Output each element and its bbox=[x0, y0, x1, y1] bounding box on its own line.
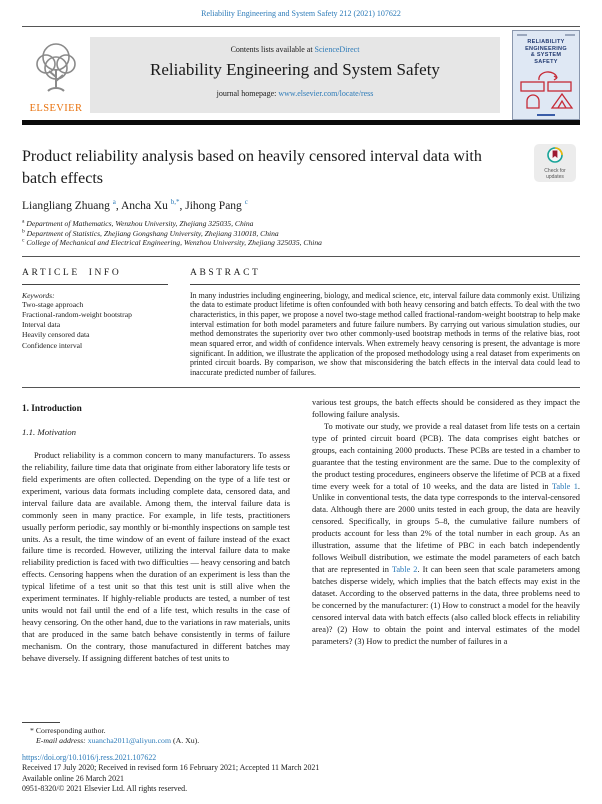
journal-masthead bbox=[90, 37, 500, 113]
keywords-label: Keywords: bbox=[22, 290, 55, 300]
journal-citation: Reliability Engineering and System Safety 212 (2021) 107622 bbox=[201, 9, 401, 18]
cover-footer-mark bbox=[537, 114, 555, 116]
section-heading: 1.1. Motivation bbox=[22, 426, 76, 437]
abstract-heading: ABSTRACT bbox=[190, 267, 261, 278]
affiliation-divider bbox=[22, 256, 580, 257]
affiliation: $^a$ Department of Mathematics, Wenzhou University, Zhejiang 325035, China bbox=[22, 218, 254, 228]
abstract-divider bbox=[22, 387, 580, 388]
keyword: Interval data bbox=[22, 320, 61, 330]
cover-artwork-icon bbox=[517, 68, 575, 112]
keyword: Confidence interval bbox=[22, 340, 83, 350]
corresponding-author-footnote bbox=[22, 726, 580, 746]
received-line: Received 17 July 2020; Received in revised form 16 February 2021; Accepted 11 March 2021 bbox=[22, 763, 320, 773]
column-gap bbox=[290, 397, 312, 665]
footnote-rule bbox=[22, 722, 60, 723]
keywords-list bbox=[22, 300, 168, 351]
section-heading: 1. Introduction bbox=[22, 403, 82, 414]
body-paragraph: To motivate our study, we provide a real dataset from life tests on a certain type of printed circuit board (PCB). The data comprises eight batches or groups, each containing 2000 products. These PCBs are tested in a chamber to guarantee that the testing environment are the same. Due to the complexity of the product testing procedures, engineers observe the lifetime of PCB at a fixed time every week for a total of 10 weeks, and the data are listed in Table 1. Unlike in conventional tests, the data type corresponds to the interval-censored data. Although there are 2000 units tested in each group, the data are heavily censored. Specifically, in groups 5–8, the cumulative failure numbers of products account for less than 2% of the total number in each group. As an illustration, assume that the lifetime of PBC in each batch independently follows Weibull distribution, we estimate the model parameters of each batch that are represented in Table 2. It can been seen that scale parameters among batches disperse widely, which implies that the batch effects may exist in the dataset. According to the observed patterns in the data, three problems need to be concerned by the manufacturer: (1) How to construct a model for the heavily censored interval data with batch effects (also called block effects in reliability area)? (2) How to obtain the point and interval estimates of the model parameters? (3) How to predict the number of failures in a bbox=[312, 421, 580, 646]
article-info-heading: ARTICLE INFO bbox=[22, 267, 122, 278]
body-paragraph: Product reliability is a common concern to many manufacturers. To assess the reliability, failure time data that originate from either laboratory life tests or field experiments are often collected. Depending on the type of a life test or experiment, various data formats including complete data, censored data, and interval failure data are available. Among them, the interval failure data is commonly seen in many practice. For example, in life tests, practitioners usually perform periodic, say monthly or bi-monthly inspections on sample test units. As a result, the time window of an event of failure instead of the exact failure time is recorded. However, utilizing the interval failure data to make reliability prediction is faced with two difficulties — heavy censoring and batch effects. Censoring happens when the duration of an experiment is less than the typical lifetime of a test unit so that this test unit is still alive when the experiment terminates. If highly-reliable products are tested, a number of test units would not fail until the end of a life test, which results in the case of heavy censoring. On the other hand, due to the variations in raw materials, units that are produced in the same batch behave consistently in terms of failure mechanism. On the contrary, those manufactured in different batches may behave diversely. If assigning different batches of test units to bbox=[22, 450, 290, 664]
elsevier-logo[interactable] bbox=[22, 37, 90, 114]
journal-homepage-link[interactable]: www.elsevier.com/locate/ress bbox=[278, 89, 374, 98]
journal-cover-thumbnail[interactable] bbox=[512, 30, 580, 120]
author-name: Liangliang Zhuang $^a$ bbox=[22, 198, 116, 212]
keyword: Heavily censored data bbox=[22, 330, 90, 340]
table-reference-link[interactable]: Table 2 bbox=[391, 565, 418, 575]
article-info-rule bbox=[22, 284, 168, 285]
crossmark-icon bbox=[547, 147, 563, 163]
author-superscript: b,* bbox=[170, 198, 180, 207]
abstract-column bbox=[190, 268, 580, 378]
article-body bbox=[22, 397, 580, 665]
affiliation-list bbox=[22, 219, 580, 248]
contents-line: Contents lists available at ScienceDirect bbox=[230, 45, 360, 54]
cover-ticks bbox=[513, 34, 579, 36]
affiliation: $^c$ College of Mechanical and Electrical Engineering, Wenzhou University, Zhejiang 325035, China bbox=[22, 237, 322, 247]
sciencedirect-link[interactable]: ScienceDirect bbox=[314, 45, 360, 54]
journal-header bbox=[22, 37, 580, 114]
available-online-line: Available online 26 March 2021 bbox=[22, 773, 124, 783]
body-left-column bbox=[22, 397, 290, 665]
abstract-rule bbox=[190, 284, 580, 285]
email-link[interactable]: xuancha2011@aliyun.com bbox=[85, 736, 172, 745]
affiliation: $^b$ Department of Statistics, Zhejiang Gongshang University, Zhejiang 310018, China bbox=[22, 227, 279, 238]
article-info-column bbox=[22, 268, 168, 378]
journal-title: Reliability Engineering and System Safety bbox=[150, 60, 440, 79]
check-for-updates-badge[interactable] bbox=[534, 144, 576, 182]
elsevier-logo-text: ELSEVIER bbox=[29, 103, 83, 114]
author-list: Liangliang Zhuang $^a$, Ancha Xu $^{b,*}$, Jihong Pang $^c$ bbox=[22, 198, 248, 212]
top-divider bbox=[22, 26, 580, 27]
footer-block bbox=[22, 753, 580, 794]
author-superscript: a bbox=[112, 198, 116, 207]
keyword: Two-stage approach bbox=[22, 299, 84, 309]
author-superscript: c bbox=[244, 198, 248, 207]
elsevier-tree-icon bbox=[28, 39, 84, 97]
header-black-bar bbox=[22, 120, 580, 125]
copyright-line: 0951-8320/© 2021 Elsevier Ltd. All rights reserved. bbox=[22, 783, 188, 793]
body-paragraph: various test groups, the batch effects should be considered as they impact the following failure analysis. bbox=[312, 397, 580, 419]
footnote-email-line: E-mail address: xuancha2011@aliyun.com (A. Xu). bbox=[36, 736, 200, 745]
table-reference-link[interactable]: Table 1 bbox=[551, 481, 578, 491]
title-block bbox=[22, 146, 580, 190]
article-info-section bbox=[22, 268, 580, 378]
keyword: Fractional-random-weight bootstrap bbox=[22, 309, 132, 319]
cover-title: RELIABILITY ENGINEERING & SYSTEM SAFETY bbox=[525, 39, 567, 65]
doi-link[interactable]: https://doi.org/10.1016/j.ress.2021.107622 bbox=[22, 753, 157, 762]
page-bottom-block bbox=[22, 722, 580, 794]
footnote-marker-line: * Corresponding author. bbox=[30, 726, 106, 735]
author-name: Ancha Xu $^{b,*}$ bbox=[120, 198, 180, 212]
homepage-line: journal homepage: www.elsevier.com/locate/ress bbox=[216, 89, 374, 98]
check-badge-label: Check for updates bbox=[544, 168, 566, 180]
abstract-text: In many industries including engineering, biology, and medical science, etc, interval failure data commonly exist. Utilizing the data to estimate product lifetime is often confounded with both heavy censoring and batch effects. To deal with the two characteristics, in this paper, we propose a novel two-stage method called fractional-random-weight bootstrap to help make interval estimation for both model parameters and future failure numbers. By carrying out various simulation studies, our method demonstrates the superiority over two other commonly-used bootstrap methods in terms of the relative bias, root mean squared error, and width of confidence intervals. When extremely heavy censoring is present, the advantage is more significant. In addition, we illustrate the application of the proposed methodology using a real dataset from experiments on printed circuit boards. By comparison, we show that misconsidering the batch effects in the interval data could lead to inaccurate predicted number of failures. bbox=[190, 290, 580, 378]
author-name: Jihong Pang $^c$ bbox=[185, 198, 248, 212]
body-right-column bbox=[312, 397, 580, 665]
article-title: Product reliability analysis based on heavily censored interval data with batch effects bbox=[22, 148, 482, 187]
